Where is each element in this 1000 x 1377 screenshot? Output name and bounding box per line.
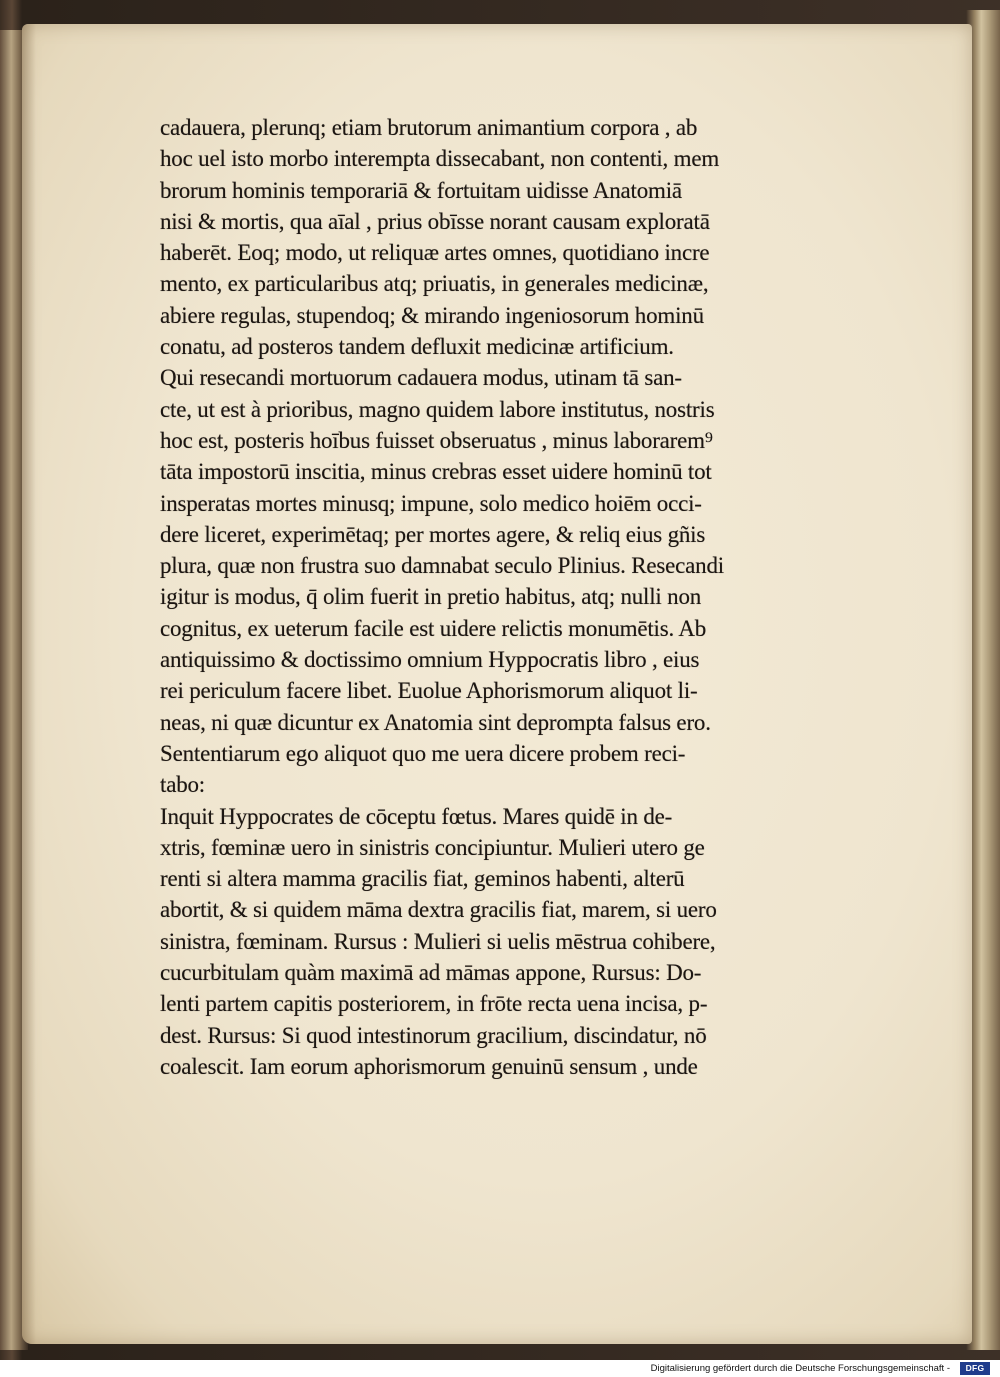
text-line: neas, ni quæ dicuntur ex Anatomia sint deprompta falsus ero. — [160, 709, 711, 735]
text-line: tabo: — [160, 772, 205, 798]
text-line: mento, ex particularibus atq; priuatis, in generales medicinæ, — [160, 271, 709, 297]
text-line: Inquit Hyppocrates de cōceptu fœtus. Mares quidē in de- — [160, 803, 673, 829]
page-gutter-shadow — [22, 24, 36, 1344]
text-line: lenti partem capitis posteriorem, in frōte recta uena incisa, p- — [160, 991, 708, 1017]
text-line: haberēt. Eoq; modo, ut reliquæ artes omnes, quotidiano incre — [160, 240, 710, 266]
dfg-logo: DFG — [960, 1362, 990, 1375]
page-text-block — [160, 112, 860, 1082]
text-line: abiere regulas, stupendoq; & mirando ingeniosorum hominū — [160, 302, 704, 328]
text-line: cadauera, plerunq; etiam brutorum animantium corpora , ab — [160, 115, 698, 140]
text-line: brorum hominis temporariā & fortuitam uidisse Anatomiā — [160, 177, 682, 203]
text-line: xtris, fœminæ uero in sinistris concipiuntur. Mulieri utero ge — [160, 834, 705, 860]
text-line: dere liceret, experimētaq; per mortes agere, & reliq eius gñis — [160, 521, 706, 547]
text-line: sinistra, fœminam. Rursus : Mulieri si uelis mēstrua cohibere, — [160, 928, 716, 954]
text-line: coalescit. Iam eorum aphorismorum genuinū sensum , unde — [160, 1053, 698, 1079]
text-line: Qui resecandi mortuorum cadauera modus, utinam tā san- — [160, 365, 682, 391]
text-line: plura, quæ non frustra suo damnabat seculo Plinius. Resecandi — [160, 553, 724, 579]
digitization-caption: Digitalisierung gefördert durch die Deutsche Forschungsgemeinschaft - — [650, 1363, 950, 1374]
text-line: conatu, ad posteros tandem defluxit medicinæ artificium. — [160, 334, 674, 360]
text-line: igitur is modus, q̄ olim fuerit in pretio habitus, atq; nulli non — [160, 584, 702, 610]
text-line: antiquissimo & doctissimo omnium Hyppocratis libro , eius — [160, 647, 700, 673]
text-line: renti si altera mamma gracilis fiat, geminos habenti, alterū — [160, 866, 685, 892]
text-line: Sententiarum ego aliquot quo me uera dicere probem reci- — [160, 740, 686, 766]
text-line: nisi & mortis, qua aīal , prius obīsse norant causam exploratā — [160, 208, 710, 234]
text-line: hoc uel isto morbo interempta dissecabant, non contenti, mem — [160, 146, 720, 172]
text-line: cucurbitulam quàm maximā ad māmas appone, Rursus: Do- — [160, 960, 702, 986]
text-line: cte, ut est à prioribus, magno quidem labore institutus, nostris — [160, 396, 715, 422]
text-line: insperatas mortes minusq; impune, solo medico hoiēm occi- — [160, 490, 702, 516]
text-line: tāta impostorū inscitia, minus crebras esset uidere hominū tot — [160, 459, 712, 485]
text-line: dest. Rursus: Si quod intestinorum gracilium, discindatur, nō — [160, 1022, 707, 1048]
text-line: abortit, & si quidem māma dextra gracilis fiat, marem, si uero — [160, 897, 717, 923]
text-line: hoc est, posteris hoībus fuisset obseruatus , minus laborarem⁹ — [160, 427, 713, 453]
text-line: cognitus, ex ueterum facile est uidere relictis monumētis. Ab — [160, 615, 707, 641]
text-line: rei periculum facere libet. Euolue Aphorismorum aliquot li- — [160, 678, 698, 704]
